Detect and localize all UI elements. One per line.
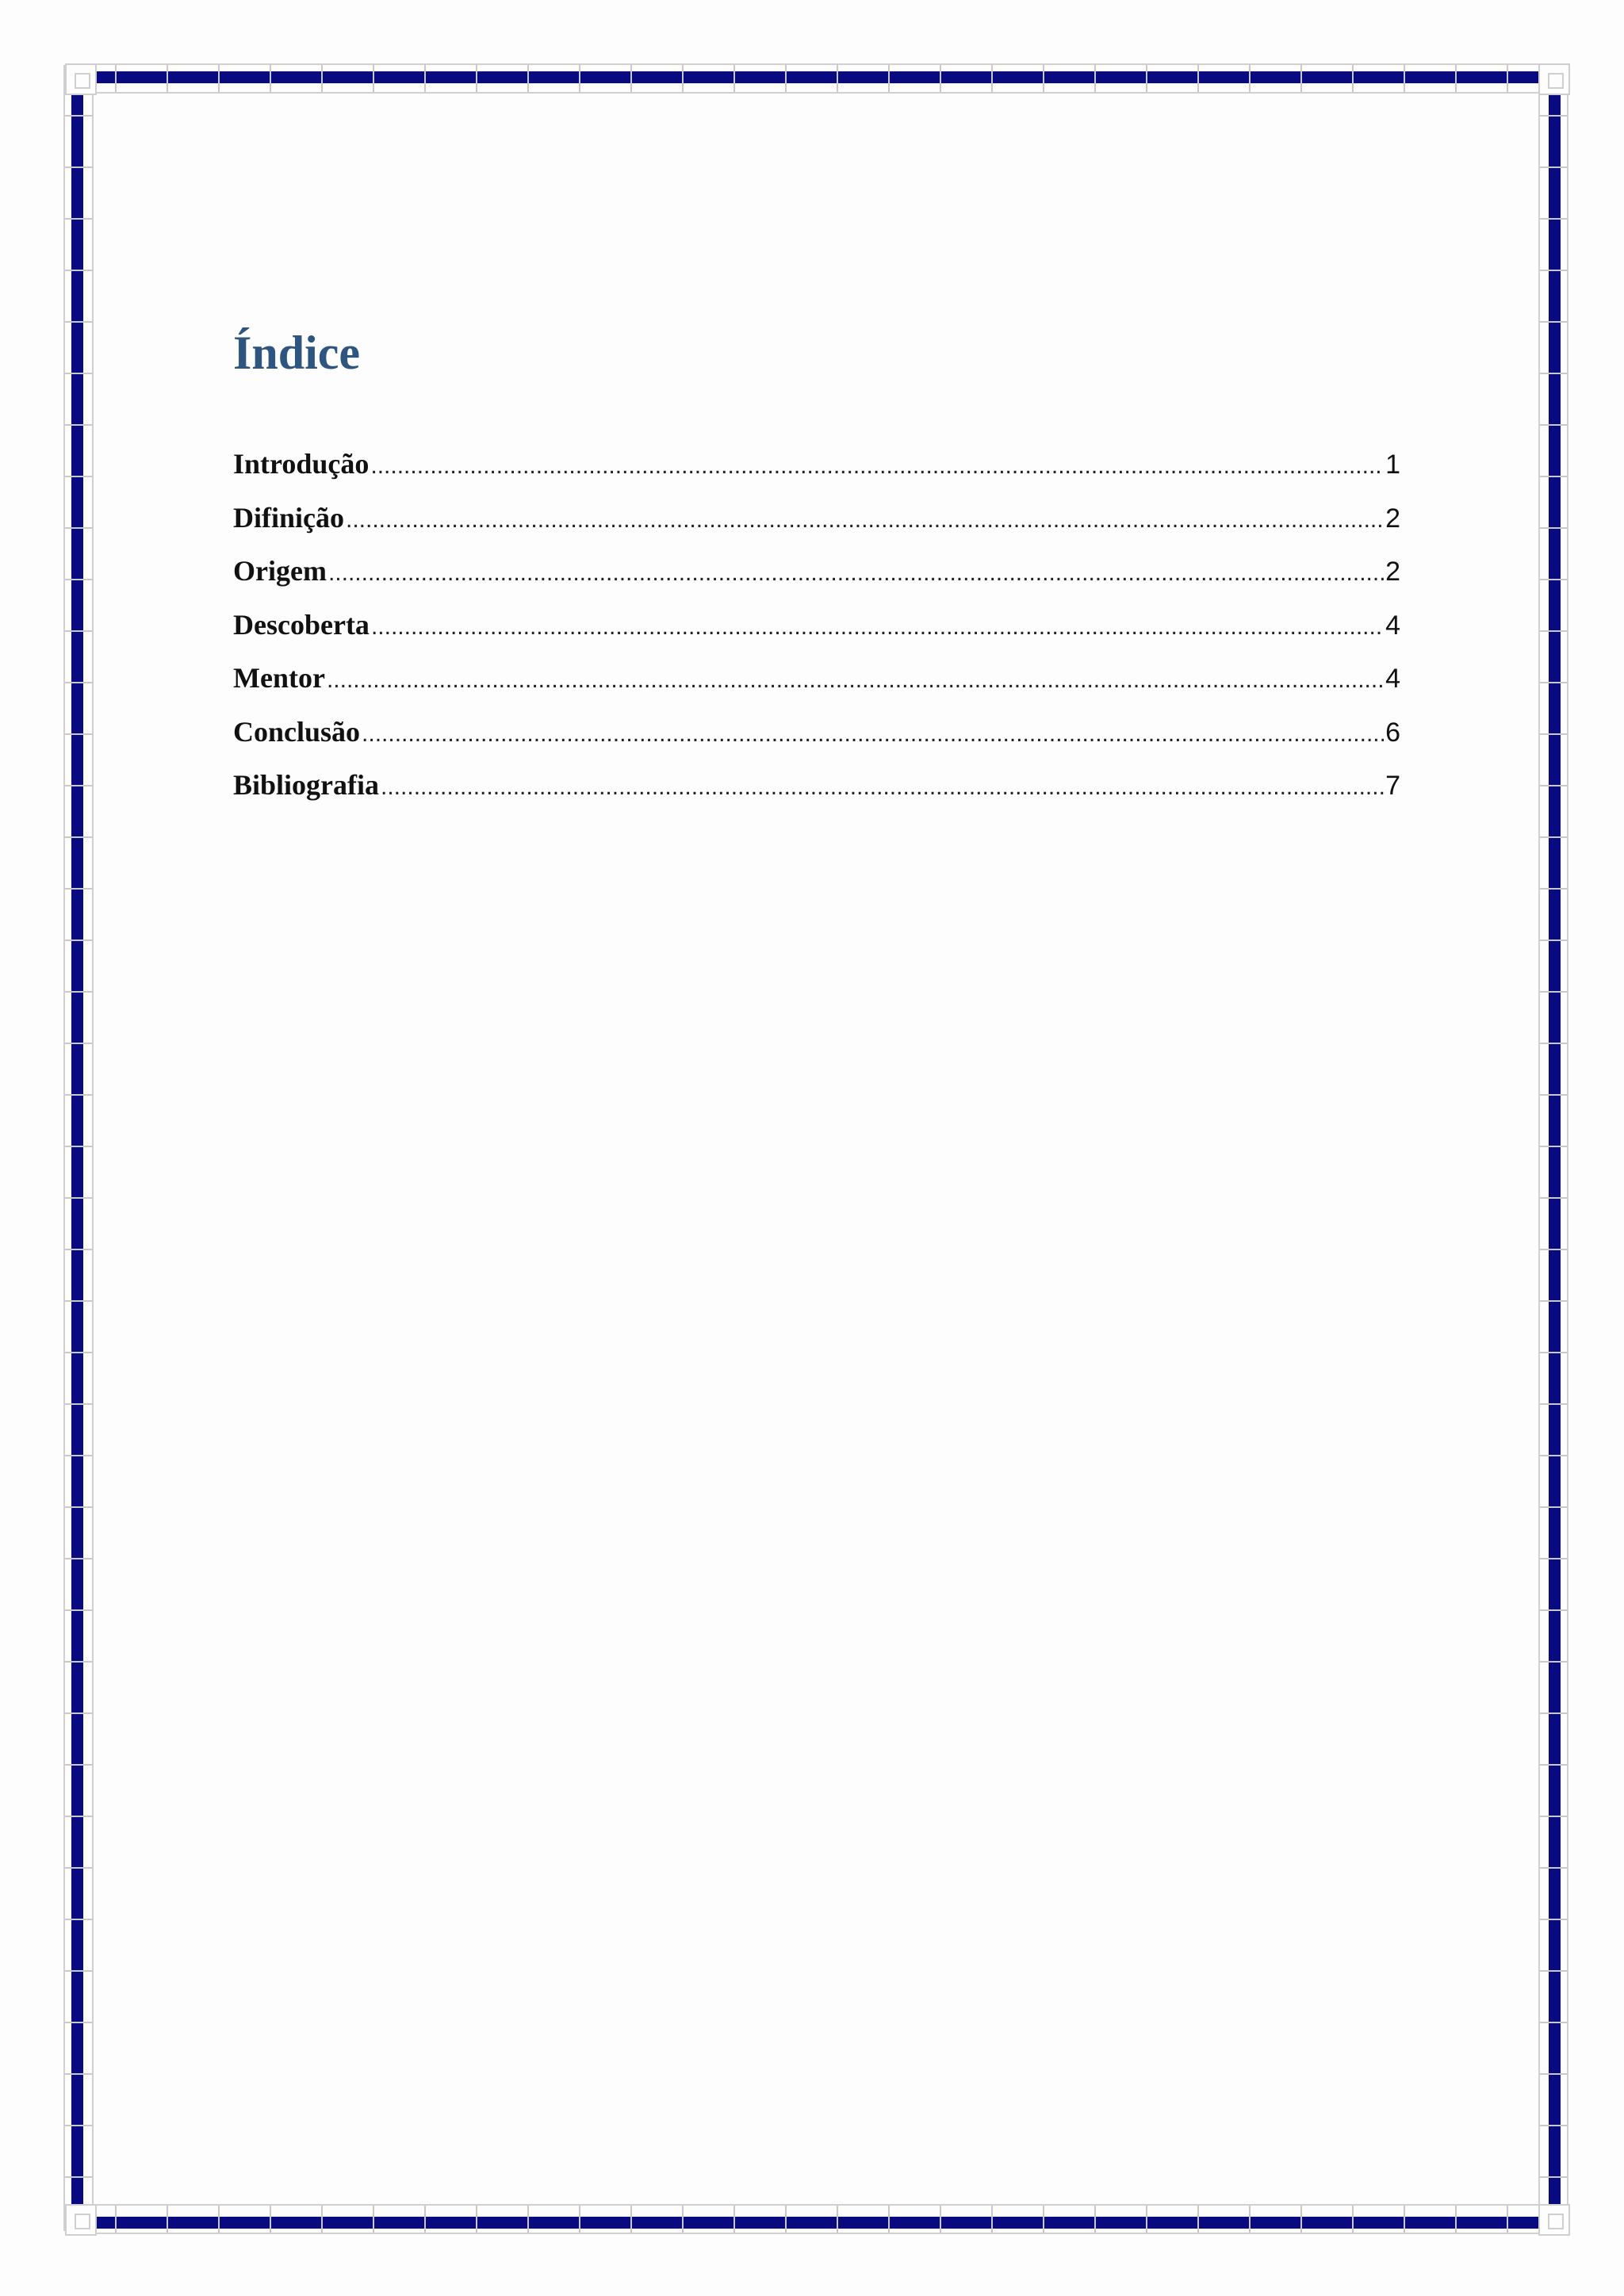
corner-top-right <box>1538 63 1570 95</box>
corner-bottom-left <box>65 2204 97 2236</box>
corner-bottom-right <box>1538 2204 1570 2236</box>
toc-entry-page: 2 <box>1385 557 1400 587</box>
toc-entry[interactable] <box>233 768 1400 822</box>
toc-leader-dots <box>370 453 1384 480</box>
toc-leader-dots <box>362 721 1384 748</box>
corner-top-left <box>65 63 97 95</box>
toc-entry-page: 6 <box>1385 717 1400 748</box>
toc-entry[interactable] <box>233 447 1400 501</box>
toc-entry-page: 4 <box>1385 610 1400 641</box>
toc-entry-page: 7 <box>1385 771 1400 801</box>
toc-entry[interactable] <box>233 554 1400 608</box>
toc-entry-label: Introdução <box>233 448 370 480</box>
toc-entry-page: 1 <box>1385 450 1400 480</box>
toc-entry-label: Mentor <box>233 662 325 694</box>
toc-leader-dots <box>381 774 1384 801</box>
toc-entry-page: 2 <box>1385 503 1400 534</box>
toc-leader-dots <box>327 667 1384 694</box>
toc-entry[interactable] <box>233 608 1400 662</box>
toc-entry[interactable] <box>233 715 1400 769</box>
toc-entry-label: Conclusão <box>233 715 361 748</box>
toc-entry[interactable] <box>233 661 1400 715</box>
toc-leader-dots <box>328 560 1384 587</box>
toc-leader-dots <box>346 507 1384 534</box>
toc-entry[interactable] <box>233 501 1400 555</box>
toc-entry-label: Descoberta <box>233 608 370 641</box>
toc-list <box>233 447 1400 822</box>
toc-entry-page: 4 <box>1385 664 1400 694</box>
toc-section <box>233 327 1400 822</box>
toc-entry-label: Bibliografia <box>233 769 380 801</box>
toc-leader-dots <box>371 614 1384 641</box>
toc-entry-label: Difinição <box>233 501 344 534</box>
toc-entry-label: Origem <box>233 555 327 587</box>
toc-title: Índice <box>233 327 361 379</box>
